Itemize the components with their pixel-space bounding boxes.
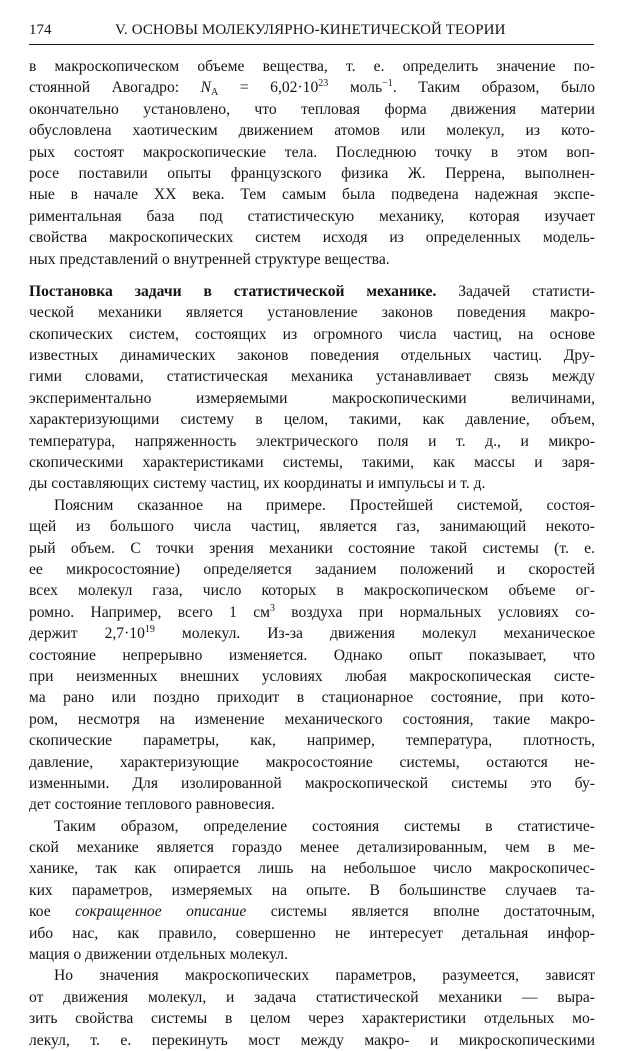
paragraph-3 bbox=[29, 495, 595, 816]
text-line: ких параметров, измеряемых на опыте. В большинстве случаев та- bbox=[29, 881, 595, 899]
page-header bbox=[29, 18, 594, 45]
text-line: ром, несмотря на изменение механического состояния, такие макро- bbox=[29, 710, 595, 728]
avogadro-symbol: N bbox=[200, 79, 212, 97]
text-line-molecules: держит $2,7\cdot 10^{19}$ молекул. Из-за движения молекул механическое bbox=[29, 624, 596, 643]
text-line: обусловлена хаотическим движением атомов или молекул, из кото- bbox=[29, 122, 595, 140]
text-line: в макроскопическом объеме вещества, т. е. определить значение по- bbox=[29, 58, 595, 75]
text-line: температура, напряженность электрического поля и т. д., и микро- bbox=[29, 432, 595, 450]
paragraph-1 bbox=[29, 56, 595, 270]
text-line: лекул, т. е. перекинуть мост между макро- и микроскопическими bbox=[29, 1031, 595, 1049]
text-line: окончательно установлено, что тепловая форма движения материи bbox=[29, 100, 595, 118]
text-line: риментальная база под статистическую механику, которая изучает bbox=[29, 207, 595, 225]
text-line: давление, характеризующие макросостояние системы, остаются не- bbox=[29, 753, 595, 771]
text-line: ды составляющих систему частиц, их координаты и импульсы и т. д. bbox=[29, 475, 486, 493]
text-line: ибо нас, как правило, совершенно не интересует детальная инфор- bbox=[29, 924, 595, 942]
italic-term: сокращенное описание bbox=[75, 903, 247, 921]
text-line: скопических систем, состоящих из огромного числа частиц, на основе bbox=[29, 325, 595, 343]
text-line: от движения молекул, и задача статистической механики — выра- bbox=[29, 988, 595, 1006]
text-line: Поясним сказанное на примере. Простейшей системой, состоя- bbox=[54, 496, 595, 514]
text-line-italic-term: кое сокращенное описание системы является вполне достаточным, bbox=[29, 903, 596, 921]
text-line: ской механике является гораздо менее детализированным, чем в ме- bbox=[29, 839, 595, 857]
text-line: рый объем. С точки зрения механики состояние такой системы (т. е. bbox=[29, 539, 595, 557]
text-line: Таким образом, определение состояния системы в статистиче- bbox=[54, 817, 595, 835]
text-line: ные в начале XX века. Тем самым была подведена надежная экспе- bbox=[29, 186, 595, 204]
page-number: 174 bbox=[29, 22, 52, 38]
text-line: ханике, так как опирается лишь на небольшое число макроскопичес- bbox=[29, 860, 595, 878]
text-line-heading: Постановка задачи в статистической механике. Задачей статисти- bbox=[29, 282, 595, 300]
text-line-volume: ромно. Например, всего 1 $см^3$ воздуха при нормальных условиях со- bbox=[29, 602, 595, 621]
text-line: Но значения макроскопических параметров, разумеется, зависят bbox=[54, 967, 595, 985]
text-line: скопические параметры, как, например, температура, плотность, bbox=[29, 732, 595, 750]
text-line: дет состояние теплового равновесия. bbox=[29, 796, 275, 814]
section-heading: Постановка задачи в статистической механике. bbox=[29, 282, 437, 300]
text-line: мация о движении отдельных молекул. bbox=[29, 946, 288, 964]
text-line: свойства макроскопических систем исходя из определенных модель- bbox=[29, 229, 595, 247]
running-title: V. ОСНОВЫ МОЛЕКУЛЯРНО-КИНЕТИЧЕСКОЙ ТЕОРИИ bbox=[115, 22, 506, 38]
text-line: зить свойства системы в целом через характеристики отдельных мо- bbox=[29, 1010, 595, 1028]
paragraph-4 bbox=[29, 816, 595, 966]
text-line: ее микросостояние) определяется заданием положений и скоростей bbox=[29, 560, 595, 578]
text-line: всех молекул газа, число которых в макроскопическом объеме ог- bbox=[29, 582, 595, 600]
text-line: при неизменных внешних условиях любая макроскопическая систе- bbox=[29, 667, 595, 685]
text-line: скопическими характеристиками системы, такими, как массы и заря- bbox=[29, 454, 595, 472]
text-line: известных динамических законов поведения отдельных частиц. Дру- bbox=[29, 347, 595, 365]
text-line: щей из большого числа частиц, является газ, занимающий некото- bbox=[29, 518, 595, 536]
text-line: изменными. Для изолированной макроскопической системы это бу- bbox=[29, 774, 595, 792]
section-gap bbox=[29, 270, 595, 281]
text-line: ма рано или поздно приходит в стационарное состояние, при кото- bbox=[29, 689, 595, 707]
text-line: росе поставили опыты французского физика Ж. Перрена, выполнен- bbox=[29, 164, 595, 182]
text-line: ных представлений о внутренней структуре вещества. bbox=[29, 250, 390, 268]
paragraph-2 bbox=[29, 281, 595, 495]
text-line: рых состоят макроскопические тела. Последнюю точку в этом воп- bbox=[29, 143, 595, 161]
page-body bbox=[29, 56, 595, 1051]
text-line: ческой механики является установление законов поведения макро- bbox=[29, 304, 595, 322]
text-line-avogadro: стоянной Авогадро: $N_A = 6,02\cdot 10^{23}$ моль$^{-1}$. Таким образом, было bbox=[29, 78, 595, 99]
text-line: состояние непрерывно изменяется. Однако опыт показывает, что bbox=[29, 646, 595, 664]
text-line: гими словами, статистическая механика устанавливает связь между bbox=[29, 368, 595, 386]
text-line: характеризующими систему в целом, такими, как давление, объем, bbox=[29, 411, 595, 429]
text-line: экспериментально измеряемыми макроскопическими величинами, bbox=[29, 389, 595, 407]
paragraph-5 bbox=[29, 965, 595, 1051]
